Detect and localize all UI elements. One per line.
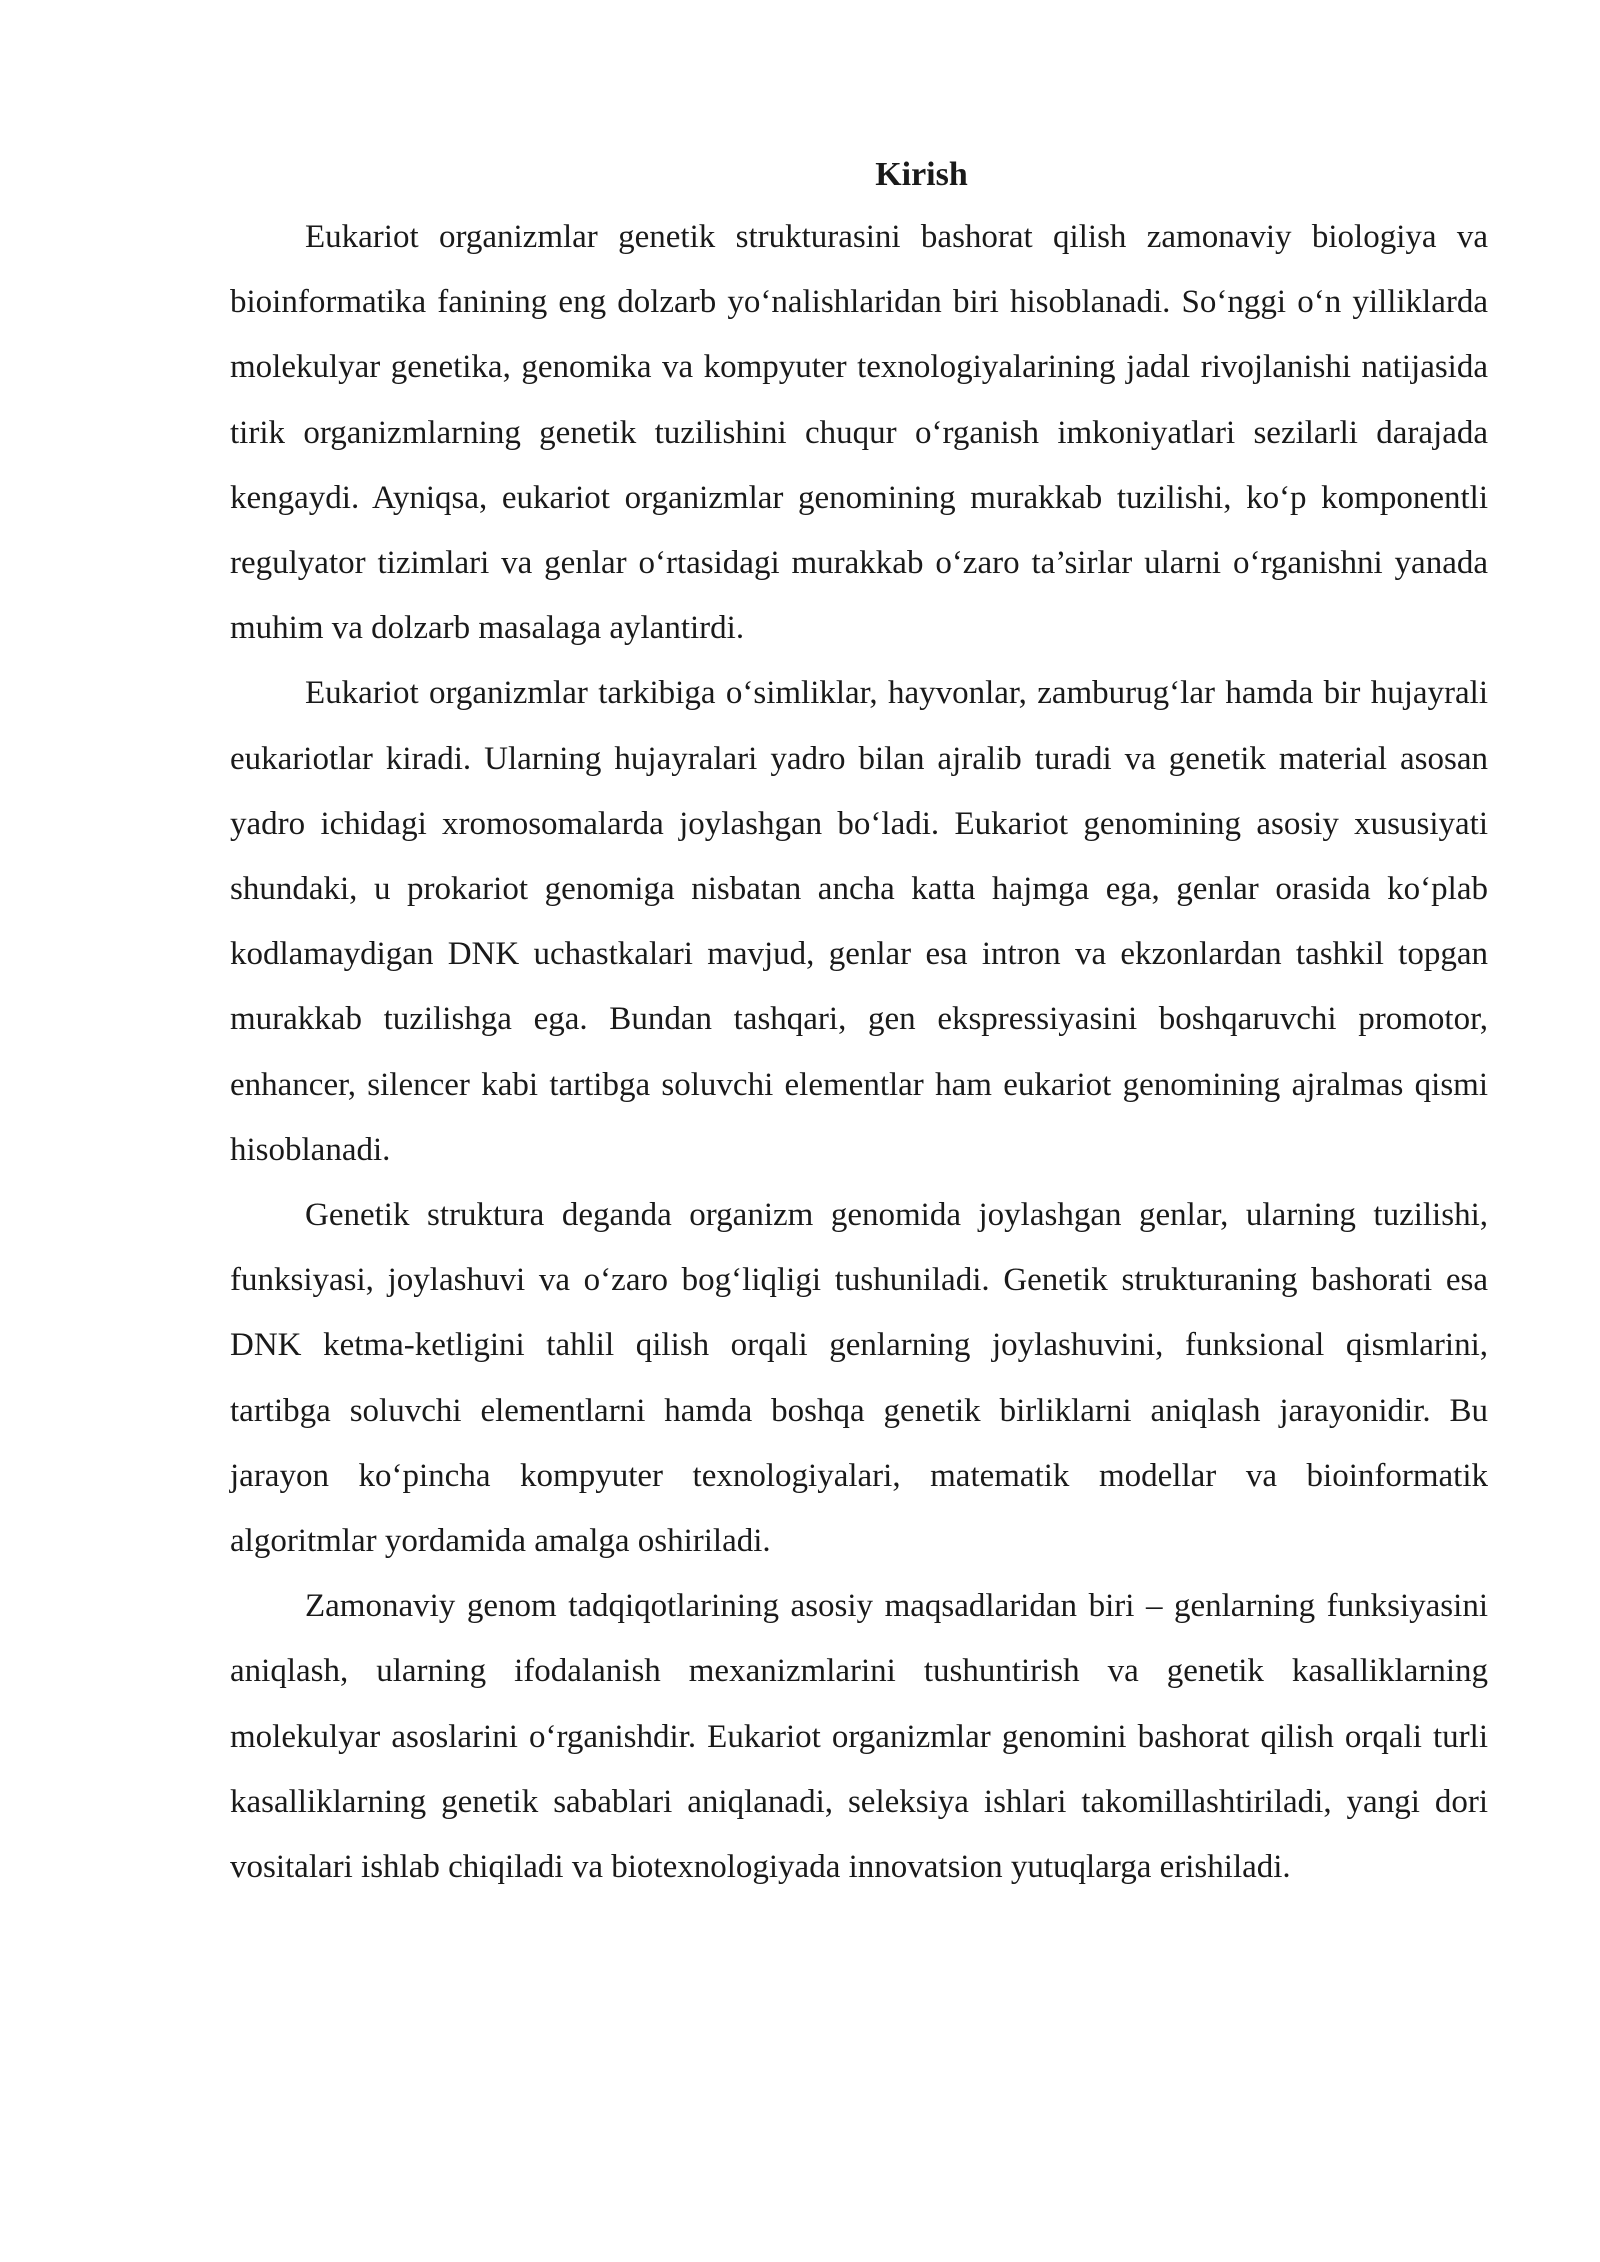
paragraph-1: Eukariot organizmlar genetik strukturasini bashorat qilish zamonaviy biologiya va bioinformatika fanining eng dolzarb yo‘nalishlaridan biri hisoblanadi. So‘nggi o‘n yilliklarda molekulyar genetika, genomika va kompyuter texnologiyalarining jadal rivojlanishi natijasida tirik organizmlarning genetik tuzilishini chuqur o‘rganish imkoniyatlari sezilarli darajada kengaydi. Ayniqsa, eukariot organizmlar genomining murakkab tuzilishi, ko‘p komponentli regulyator tizimlari va genlar o‘rtasidagi murakkab o‘zaro ta’sirlar ularni o‘rganishni yanada muhim va dolzarb masalaga aylantirdi. (230, 219, 1488, 647)
section-title: Kirish (875, 156, 968, 193)
paragraph-2: Eukariot organizmlar tarkibiga o‘simliklar, hayvonlar, zamburug‘lar hamda bir hujayrali eukariotlar kiradi. Ularning hujayralari yadro bilan ajralib turadi va genetik material asosan yadro ichidagi xromosomalarda joylashgan bo‘ladi. Eukariot genomining asosiy xususiyati shundaki, u prokariot genomiga nisbatan ancha katta hajmga ega, genlar orasida ko‘plab kodlamaydigan DNK uchastkalari mavjud, genlar esa intron va ekzonlardan tashkil topgan murakkab tuzilishga ega. Bundan tashqari, gen ekspressiyasini boshqaruvchi promotor, enhancer, silencer kabi tartibga soluvchi elementlar ham eukariot genomining ajralmas qismi hisoblanadi. (230, 675, 1488, 1168)
paragraph-3: Genetik struktura deganda organizm genomida joylashgan genlar, ularning tuzilishi, funksiyasi, joylashuvi va o‘zaro bog‘liqligi tushuniladi. Genetik strukturaning bashorati esa DNK ketma-ketligini tahlil qilish orqali genlarning joylashuvini, funksional qismlarini, tartibga soluvchi elementlarni hamda boshqa genetik birliklarni aniqlash jarayonidir. Bu jarayon ko‘pincha kompyuter texnologiyalari, matematik modellar va bioinformatik algoritmlar yordamida amalga oshiriladi. (230, 1197, 1488, 1560)
document-body (230, 145, 1488, 1900)
paragraph-4: Zamonaviy genom tadqiqotlarining asosiy maqsadlaridan biri – genlarning funksiyasini aniqlash, ularning ifodalanish mexanizmlarini tushuntirish va genetik kasalliklarning molekulyar asoslarini o‘rganishdir. Eukariot organizmlar genomini bashorat qilish orqali turli kasalliklarning genetik sabablari aniqlanadi, seleksiya ishlari takomillashtiriladi, yangi dori vositalari ishlab chiqiladi va biotexnologiyada innovatsion yutuqlarga erishiladi. (230, 1588, 1488, 1886)
